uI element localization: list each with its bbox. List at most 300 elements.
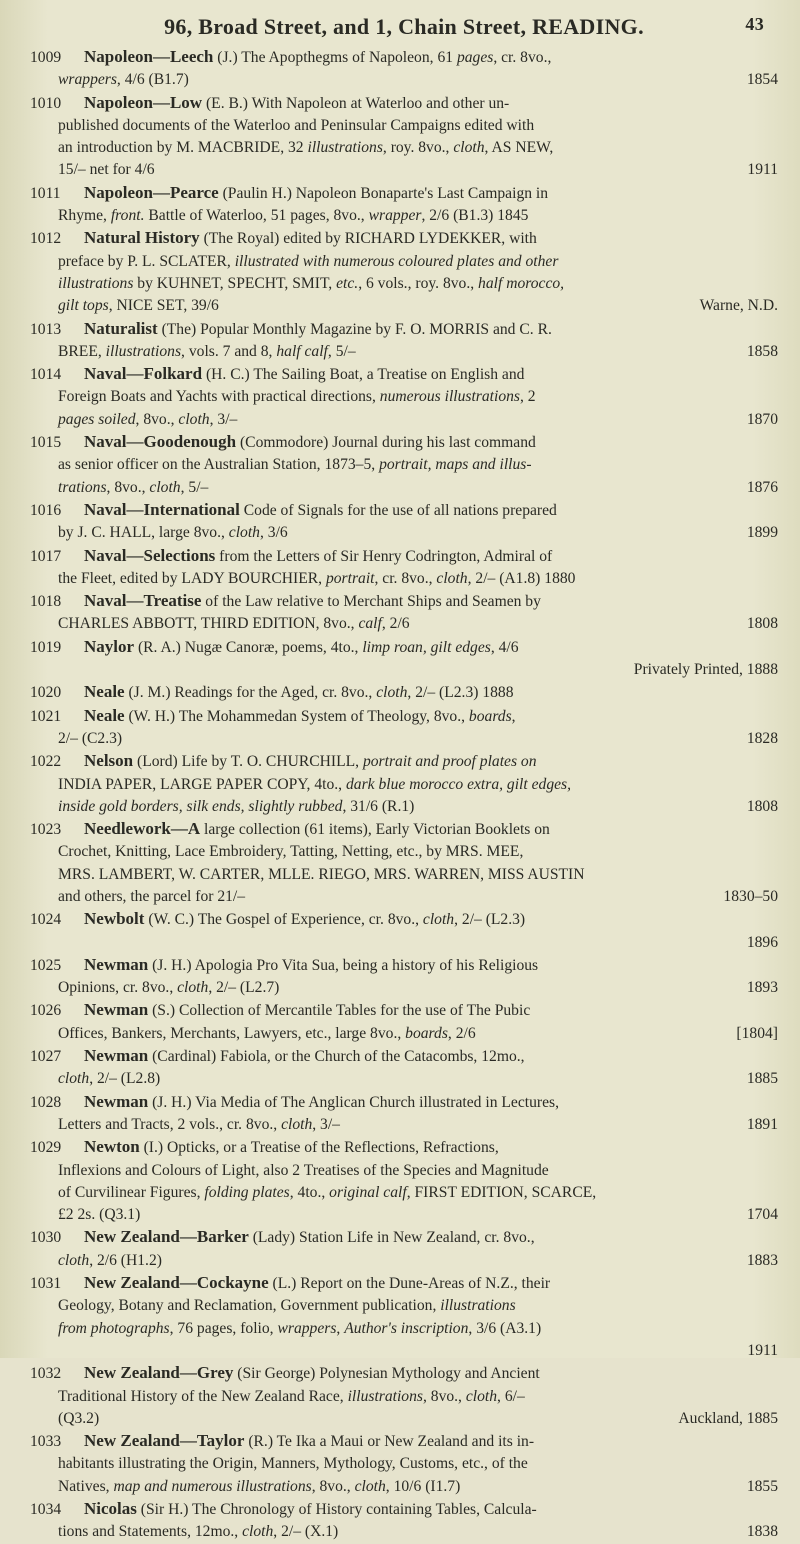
entry-heading: Naval—Goodenough — [84, 432, 237, 452]
entry-heading: Naval—International — [84, 499, 240, 519]
entry-heading: Neale — [84, 682, 125, 702]
entry-text: (J. H.) Via Media of The Anglican Church illustrated in Lectures, — [148, 1093, 559, 1111]
entry-number: 1020 — [30, 684, 62, 702]
entry-heading: Napoleon—Low — [84, 92, 203, 112]
entry-text: illustrations — [347, 1387, 423, 1405]
entry-text: , 5/– — [327, 342, 356, 360]
entry-number: 1026 — [30, 1002, 62, 1020]
entry-text: (Paulin H.) Napoleon Bonaparte's Last Campaign in — [218, 184, 549, 202]
entry-heading: Newman — [84, 1046, 149, 1066]
entry-number: 1013 — [30, 320, 62, 338]
entry-text: from photographs — [58, 1319, 170, 1337]
entry-text: Geology, Botany and Reclamation, Government publication, — [58, 1297, 441, 1315]
entry-line — [30, 728, 778, 750]
catalogue-entry — [30, 1045, 778, 1091]
entry-line — [30, 1160, 778, 1182]
entry-text: , 2/6 — [381, 615, 410, 633]
catalogue-entry — [30, 954, 778, 1000]
entry-heading: Newman — [84, 1000, 149, 1020]
entry-text: £2 2s. (Q3.1) — [58, 1206, 141, 1224]
entry-heading: Naval—Folkard — [84, 364, 203, 384]
entry-line — [30, 1521, 778, 1543]
entry-text: , 2 — [520, 388, 536, 406]
entry-date: 1891 — [746, 1115, 778, 1133]
entry-line — [30, 1136, 778, 1159]
entry-line — [30, 932, 778, 954]
entry-text: , 2/6 (B1.3) 1845 — [421, 207, 529, 225]
entry-text: , 31/6 (R.1) — [342, 797, 415, 815]
entry-text: wrappers — [58, 71, 117, 89]
entry-line — [30, 499, 778, 522]
entry-text: , 8vo., — [106, 478, 150, 496]
entry-line — [30, 273, 778, 295]
entry-text: and others, the parcel for 21/– — [58, 887, 246, 905]
entry-line — [30, 454, 778, 476]
entry-date: 1830–50 — [723, 887, 778, 905]
entry-line — [30, 1295, 778, 1317]
entry-line — [30, 1498, 778, 1521]
entry-line — [30, 774, 778, 796]
entry-line — [30, 1204, 778, 1226]
entry-text: , FIRST EDITION, SCARCE, — [406, 1183, 597, 1201]
entry-text: the Fleet, edited by LADY BOURCHIER, — [58, 569, 326, 587]
catalogue-entry — [30, 227, 778, 317]
entry-text: (Sir H.) The Chronology of History containing Tables, Calcula- — [136, 1501, 537, 1518]
entry-text: illustrations — [307, 139, 383, 157]
entry-text: half calf — [276, 342, 328, 360]
entry-date: 1896 — [746, 933, 778, 951]
entry-line — [30, 341, 778, 363]
entry-text: , 2/– (A1.8) 1880 — [467, 569, 576, 587]
entry-text: MRS. LAMBERT, W. CARTER, MLLE. RIEGO, MRS. WARREN, MISS AUSTIN — [58, 865, 585, 883]
entry-number: 1014 — [30, 366, 62, 384]
entry-heading: Newman — [84, 1091, 149, 1111]
entry-text: cloth — [422, 911, 455, 929]
entry-date: 1899 — [746, 524, 778, 542]
entry-line — [30, 613, 778, 635]
entry-line — [30, 999, 778, 1022]
entry-number: 1025 — [30, 956, 62, 974]
entry-text: preface by P. L. SCLATER, — [58, 252, 235, 270]
entry-date: 1911 — [747, 1341, 778, 1359]
entry-text: , vols. 7 and 8, — [181, 342, 277, 360]
entry-text: illustrations — [440, 1297, 516, 1315]
entry-text: , AS NEW, — [484, 139, 554, 157]
entry-line — [30, 864, 778, 886]
entry-text: cloth — [281, 1115, 313, 1133]
catalogue-entry — [30, 705, 778, 751]
entry-text: (H. C.) The Sailing Boat, a Treatise on English and — [202, 366, 525, 384]
entry-heading: Napoleon—Pearce — [84, 182, 219, 202]
entry-text: etc. — [336, 274, 359, 292]
entry-heading: Naval—Selections — [84, 545, 216, 565]
catalogue-entry — [30, 1430, 778, 1498]
entry-text: , 2/6 (H1.2) — [89, 1251, 162, 1269]
entry-text: cloth — [228, 524, 260, 542]
entry-line — [30, 590, 778, 613]
entry-text: , 2/– (L2.8) — [89, 1070, 161, 1088]
entry-text: (J.) The Apopthegms of Napoleon, 61 — [213, 49, 457, 66]
entry-text: Foreign Boats and Yachts with practical directions, — [58, 388, 380, 406]
catalogue-entry — [30, 1362, 778, 1430]
entry-text: front. — [110, 207, 145, 225]
entry-text: , 8vo., — [311, 1477, 355, 1495]
entry-text: wrappers — [277, 1319, 337, 1337]
entry-text: Offices, Bankers, Merchants, Lawyers, etc., large 8vo., — [58, 1024, 406, 1042]
entry-text: , NICE SET, 39/6 — [108, 297, 219, 315]
entry-heading: Natural History — [84, 228, 200, 248]
entry-text: , roy. 8vo., — [382, 139, 454, 157]
entry-line — [30, 1476, 778, 1498]
entry-text: portrait, maps and illus- — [379, 456, 532, 474]
entry-date: 1870 — [746, 410, 778, 428]
entry-text: BREE, — [58, 342, 106, 360]
catalogue-entry — [30, 590, 778, 636]
entry-text: , 3/6 — [259, 524, 288, 542]
entry-text: portrait and proof plates on — [362, 753, 537, 771]
entry-line — [30, 659, 778, 681]
entry-line — [30, 205, 778, 227]
entry-text: , 4/6 — [490, 638, 519, 656]
entry-date: 1911 — [747, 161, 778, 179]
entry-number: 1031 — [30, 1275, 62, 1293]
entry-number: 1022 — [30, 753, 62, 771]
entry-date: 1838 — [746, 1523, 778, 1541]
entry-text: of Curvilinear Figures, — [58, 1183, 205, 1201]
entry-text: (E. B.) With Napoleon at Waterloo and other un- — [202, 94, 510, 112]
entry-line — [30, 1250, 778, 1272]
entry-text: cloth — [149, 478, 181, 496]
entry-line — [30, 796, 778, 818]
entry-line — [30, 818, 778, 841]
entry-number: 1029 — [30, 1139, 62, 1157]
entry-date: Warne, N.D. — [699, 297, 778, 315]
entry-text: (J. M.) Readings for the Aged, cr. 8vo., — [124, 684, 377, 702]
entry-text: Inflexions and Colours of Light, also 2 Treatises of the Species and Magnitude — [58, 1161, 549, 1179]
entry-text: , — [511, 707, 516, 725]
entry-text: 2/– (C2.3) — [58, 729, 123, 747]
entry-heading: New Zealand—Grey — [84, 1363, 234, 1383]
catalogue-entry — [30, 818, 778, 908]
entry-text: illustrations — [58, 274, 134, 292]
catalogue-entry — [30, 431, 778, 499]
entry-number: 1015 — [30, 434, 62, 452]
entry-text: , 8vo., — [135, 410, 179, 428]
entry-number: 1012 — [30, 230, 62, 248]
entry-line — [30, 1272, 778, 1295]
entry-text: pages — [456, 49, 494, 66]
catalogue-entry — [30, 363, 778, 431]
entry-number: 1019 — [30, 638, 62, 656]
entry-line — [30, 69, 778, 91]
entry-text: inside gold borders, silk ends, slightly rubbed — [58, 797, 343, 815]
entry-number: 1010 — [30, 94, 62, 112]
entry-heading: Newbolt — [84, 909, 145, 929]
entry-heading: Needlework—A — [84, 819, 201, 839]
entry-line — [30, 1045, 778, 1068]
entry-text: by J. C. HALL, large 8vo., — [58, 524, 229, 542]
entry-text: an introduction by M. MACBRIDE, 32 — [58, 139, 308, 157]
entry-line — [30, 1362, 778, 1385]
entry-heading: New Zealand—Cockayne — [84, 1273, 269, 1293]
entry-date: 1893 — [746, 979, 778, 997]
entry-text: INDIA PAPER, LARGE PAPER COPY, 4to., — [58, 775, 346, 793]
entry-text: calf — [358, 615, 382, 633]
entry-date: 1855 — [746, 1477, 778, 1495]
entry-line — [30, 1430, 778, 1453]
entry-text: map and numerous illustrations — [113, 1477, 312, 1495]
entry-text: large collection (61 items), Early Victorian Booklets on — [200, 821, 550, 839]
entry-line — [30, 1408, 778, 1430]
entry-date: 1704 — [746, 1206, 778, 1224]
entry-text: Traditional History of the New Zealand Race, — [58, 1387, 348, 1405]
entry-text: (The Royal) edited by RICHARD LYDEKKER, with — [199, 230, 537, 248]
entry-text: , 76 pages, folio, — [169, 1319, 278, 1337]
entry-text: boards — [405, 1024, 448, 1042]
catalogue-entry — [30, 545, 778, 591]
catalogue-entry — [30, 182, 778, 228]
entry-text: (Lady) Station Life in New Zealand, cr. 8vo., — [248, 1229, 535, 1247]
entry-text: (Lord) Life by T. O. CHURCHILL, — [133, 753, 363, 771]
entry-text: portrait — [325, 569, 375, 587]
entry-text: , cr. 8vo., — [493, 49, 552, 66]
entry-text: , — [336, 1319, 345, 1337]
entry-heading: Newton — [84, 1137, 140, 1157]
entry-text: , 6 vols., roy. 8vo., — [358, 274, 479, 292]
catalogue-entry — [30, 92, 778, 182]
catalogue-entry — [30, 1498, 778, 1544]
entry-text: pages soiled — [58, 410, 136, 428]
entry-text: cloth — [465, 1387, 498, 1405]
entry-text: gilt tops — [58, 297, 109, 315]
entry-text: (Commodore) Journal during his last command — [236, 434, 536, 452]
entry-number: 1024 — [30, 911, 62, 929]
entry-line — [30, 886, 778, 908]
entry-text: , 2/– (L2.3) 1888 — [407, 684, 514, 702]
entry-number: 1011 — [30, 184, 61, 202]
entry-text: Battle of Waterloo, 51 pages, 8vo., — [144, 207, 369, 225]
entry-number: 1016 — [30, 501, 62, 519]
entry-date: Auckland, 1885 — [678, 1409, 778, 1427]
entry-text: limp roan, gilt edges — [362, 638, 491, 656]
entry-line — [30, 227, 778, 250]
entry-text: (S.) Collection of Mercantile Tables for the use of The Pubic — [148, 1002, 531, 1020]
catalogue-entry — [30, 636, 778, 682]
entry-text: (The) Popular Monthly Magazine by F. O. MORRIS and C. R. — [157, 320, 552, 338]
entry-heading: New Zealand—Barker — [84, 1227, 249, 1247]
catalogue-entries — [30, 46, 778, 1544]
catalogue-entry — [30, 1091, 778, 1137]
entry-number: 1027 — [30, 1048, 62, 1066]
entry-text: , 4/6 (B1.7) — [116, 71, 189, 89]
entry-text: of the Law relative to Merchant Ships and Seamen by — [201, 593, 541, 611]
entry-line — [30, 1182, 778, 1204]
entry-line — [30, 137, 778, 159]
entry-text: Letters and Tracts, 2 vols., cr. 8vo., — [58, 1115, 282, 1133]
catalogue-entry — [30, 750, 778, 818]
entry-date: [1804] — [736, 1024, 778, 1042]
entry-line — [30, 750, 778, 773]
catalogue-entry — [30, 1272, 778, 1362]
entry-text: original calf — [329, 1183, 407, 1201]
entry-heading: Newman — [84, 954, 149, 974]
entry-text: CHARLES ABBOTT, THIRD EDITION, 8vo., — [58, 615, 359, 633]
entry-heading: Napoleon—Leech — [84, 47, 214, 66]
catalogue-entry — [30, 999, 778, 1045]
entry-text: cloth — [178, 410, 210, 428]
entry-date: 1885 — [746, 1070, 778, 1088]
entry-text: Code of Signals for the use of all nations prepared — [239, 501, 557, 519]
entry-text: , 3/– — [312, 1115, 340, 1133]
entry-text: 15/– net for 4/6 — [58, 161, 155, 179]
entry-text: (R.) Te Ika a Maui or New Zealand and its in- — [244, 1433, 535, 1451]
page-header — [30, 14, 778, 44]
entry-line — [30, 1318, 778, 1340]
entry-line — [30, 1068, 778, 1090]
entry-text: cloth — [376, 684, 408, 702]
entry-line — [30, 1226, 778, 1249]
entry-line — [30, 522, 778, 544]
entry-text: (R. A.) Nugæ Canoræ, poems, 4to., — [134, 638, 363, 656]
entry-text: , 5/– — [180, 478, 209, 496]
entry-text: Opinions, cr. 8vo., — [58, 979, 178, 997]
entry-text: (Cardinal) Fabiola, or the Church of the Catacombs, 12mo., — [148, 1048, 525, 1066]
entry-heading: Naturalist — [84, 318, 158, 338]
entry-line — [30, 295, 778, 317]
entry-text: cloth — [177, 979, 209, 997]
entry-text: (W. C.) The Gospel of Experience, cr. 8vo., — [144, 911, 423, 929]
entry-line — [30, 386, 778, 408]
entry-line — [30, 954, 778, 977]
entry-text: illustrated with numerous coloured plates and other — [234, 252, 559, 270]
entry-date: 1883 — [746, 1251, 778, 1269]
entry-text: (Sir George) Polynesian Mythology and Ancient — [233, 1365, 540, 1383]
entry-number: 1030 — [30, 1229, 62, 1247]
entry-text: published documents of the Waterloo and Peninsular Campaigns edited with — [58, 116, 535, 134]
entry-date: 1828 — [746, 729, 778, 747]
entry-text: folding plates — [204, 1183, 290, 1201]
entry-text: , 3/6 (A3.1) — [468, 1319, 542, 1337]
entry-text: numerous illustrations — [379, 388, 520, 406]
entry-date: 1808 — [746, 797, 778, 815]
entry-line — [30, 159, 778, 181]
entry-line — [30, 1340, 778, 1362]
entry-text: cloth — [58, 1070, 90, 1088]
entry-line — [30, 1114, 778, 1136]
entry-line — [30, 431, 778, 454]
entry-text: , 3/– — [209, 410, 238, 428]
entry-text: habitants illustrating the Origin, Manners, Mythology, Customs, etc., of the — [58, 1455, 528, 1473]
entry-date: 1808 — [746, 615, 778, 633]
entry-text: , 2/– (L2.7) — [208, 979, 280, 997]
entry-text: , 10/6 (I1.7) — [385, 1477, 461, 1495]
entry-line — [30, 251, 778, 273]
catalogue-entry — [30, 908, 778, 954]
entry-text: , 2/6 — [447, 1024, 476, 1042]
entry-line — [30, 705, 778, 728]
entry-line — [30, 477, 778, 499]
entry-text: (I.) Opticks, or a Treatise of the Reflections, Refractions, — [139, 1139, 499, 1157]
entry-line — [30, 977, 778, 999]
entry-text: (Q3.2) — [58, 1409, 100, 1427]
entry-heading: Nelson — [84, 751, 134, 771]
catalogue-entry — [30, 318, 778, 364]
entry-line — [30, 92, 778, 115]
entry-line — [30, 681, 778, 704]
entry-line — [30, 841, 778, 863]
entry-text: Natives, — [58, 1477, 114, 1495]
catalogue-entry — [30, 1226, 778, 1272]
entry-heading: Nicolas — [84, 1499, 137, 1518]
entry-heading: Neale — [84, 705, 125, 725]
entry-text: , 6/– — [497, 1387, 525, 1405]
entry-text: , 4to., — [289, 1183, 330, 1201]
entry-date: Privately Printed, 1888 — [633, 661, 778, 679]
entry-text: boards — [468, 707, 512, 725]
entry-line — [30, 1091, 778, 1114]
entry-number: 1009 — [30, 49, 62, 66]
entry-date: 1876 — [746, 478, 778, 496]
entry-text: Rhyme, — [58, 207, 111, 225]
entry-text: wrapper — [368, 207, 422, 225]
entry-line — [30, 363, 778, 386]
entry-text: from the Letters of Sir Henry Codrington, Admiral of — [215, 547, 553, 565]
entry-text: illustrations — [105, 342, 182, 360]
entry-text: cloth — [436, 569, 468, 587]
entry-date: 1858 — [746, 342, 778, 360]
entry-line — [30, 545, 778, 568]
entry-number: 1032 — [30, 1365, 62, 1383]
page-title: 96, Broad Street, and 1, Chain Street, READING. — [164, 14, 644, 39]
entry-heading: New Zealand—Taylor — [84, 1431, 245, 1451]
entry-line — [30, 636, 778, 659]
catalogue-entry — [30, 681, 778, 704]
entry-text: cloth — [58, 1251, 90, 1269]
entry-text: Crochet, Knitting, Lace Embroidery, Tatting, Netting, etc., by MRS. MEE, — [58, 843, 524, 861]
entry-line — [30, 1386, 778, 1408]
entry-date: 1854 — [746, 71, 778, 89]
entry-text: tions and Statements, 12mo., — [58, 1523, 243, 1541]
entry-number: 1033 — [30, 1433, 62, 1451]
entry-line — [30, 182, 778, 205]
entry-line — [30, 1453, 778, 1475]
entry-text: Author's inscription — [344, 1319, 469, 1337]
entry-line — [30, 908, 778, 931]
entry-text: half morocco, — [478, 274, 565, 292]
entry-number: 1021 — [30, 707, 62, 725]
catalogue-entry — [30, 499, 778, 545]
entry-line — [30, 46, 778, 69]
entry-number: 1028 — [30, 1093, 62, 1111]
entry-text: trations — [58, 478, 107, 496]
entry-text: , 2/– (X.1) — [273, 1523, 339, 1541]
entry-text: cloth — [453, 139, 485, 157]
catalogue-entry — [30, 1136, 778, 1226]
entry-text: , 2/– (L2.3) — [454, 911, 526, 929]
entry-text: , cr. 8vo., — [374, 569, 437, 587]
page-number: 43 — [745, 14, 764, 34]
entry-text: , 8vo., — [422, 1387, 466, 1405]
entry-heading: Naylor — [84, 636, 135, 656]
entry-line — [30, 1023, 778, 1045]
entry-number: 1017 — [30, 547, 62, 565]
entry-line — [30, 568, 778, 590]
entry-heading: Naval—Treatise — [84, 591, 202, 611]
entry-line — [30, 115, 778, 137]
entry-text: (W. H.) The Mohammedan System of Theology, 8vo., — [124, 707, 469, 725]
entry-text: by KUHNET, SPECHT, SMIT, — [133, 274, 337, 292]
entry-number: 1034 — [30, 1501, 62, 1518]
